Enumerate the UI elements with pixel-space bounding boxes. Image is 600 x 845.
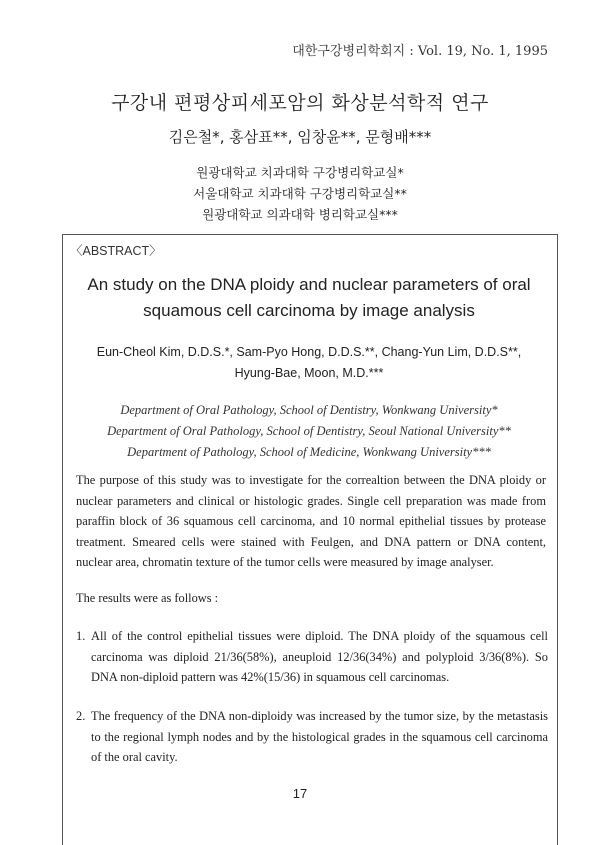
korean-affiliation: 원광대학교 치과대학 구강병리학교실* <box>196 165 404 180</box>
english-authors: Eun-Cheol Kim, D.D.S.*, Sam-Pyo Hong, D.D.S.**, Chang-Yun Lim, D.D.S**, <box>96 345 522 359</box>
page-number: 17 <box>292 786 308 801</box>
english-title: An study on the DNA ploidy and nuclear parameters of oral <box>87 275 531 294</box>
english-affiliation: Department of Pathology, School of Medicine, Wonkwang University*** <box>127 445 491 459</box>
result-number: 2. <box>76 709 86 723</box>
korean-authors: 김은철*, 홍삼표**, 임창윤**, 문형배*** <box>168 128 432 146</box>
english-affiliation: Department of Oral Pathology, School of Dentistry, Seoul National University** <box>107 424 511 438</box>
result-text: The frequency of the DNA non-diploidy was increased by the tumor size, by the metastasis to the regional lymph nodes and by the histological grades in the squamous cell carcinoma of the oral cavity. <box>91 709 548 764</box>
result-item <box>76 706 548 768</box>
korean-affiliation: 서울대학교 치과대학 구강병리학교실** <box>193 186 407 201</box>
english-affiliation: Department of Oral Pathology, School of Dentistry, Wonkwang University* <box>120 403 498 417</box>
result-text: All of the control epithelial tissues were diploid. The DNA ploidy of the squamous cell carcinoma was diploid 21/36(58%), aneuploid 12/36(34%) and polyploid 3/36(8%). So DNA non-diploid pattern was 42%(15/36) in squamous cell carcinomas. <box>91 629 548 684</box>
result-number: 1. <box>76 629 86 643</box>
result-item <box>76 626 548 688</box>
korean-affiliation: 원광대학교 의과대학 병리학교실*** <box>202 207 398 222</box>
korean-title: 구강내 편평상피세포암의 화상분석학적 연구 <box>111 92 489 114</box>
abstract-label: 〈ABSTRACT〉 <box>70 244 162 258</box>
english-authors: Hyung-Bae, Moon, M.D.*** <box>234 366 384 380</box>
abstract-paragraph: The purpose of this study was to investigate for the correaltion between the DNA ploidy or nuclear parameters and clinical or histologic grades. Single cell preparation was made from paraffin block of 36 squamous cell carcinoma, and 10 normal epithelial tissues by protease treatment. Smeared cells were stained with Feulgen, and DNA pattern or DNA content, nuclear area, chromatin texture of the tumor cells were measured by image analyser. <box>76 473 546 569</box>
results-intro: The results were as follows : <box>76 591 219 605</box>
journal-citation: 대한구강병리학회지 : Vol. 19, No. 1, 1995 <box>292 44 548 59</box>
english-title: squamous cell carcinoma by image analysis <box>143 301 475 320</box>
